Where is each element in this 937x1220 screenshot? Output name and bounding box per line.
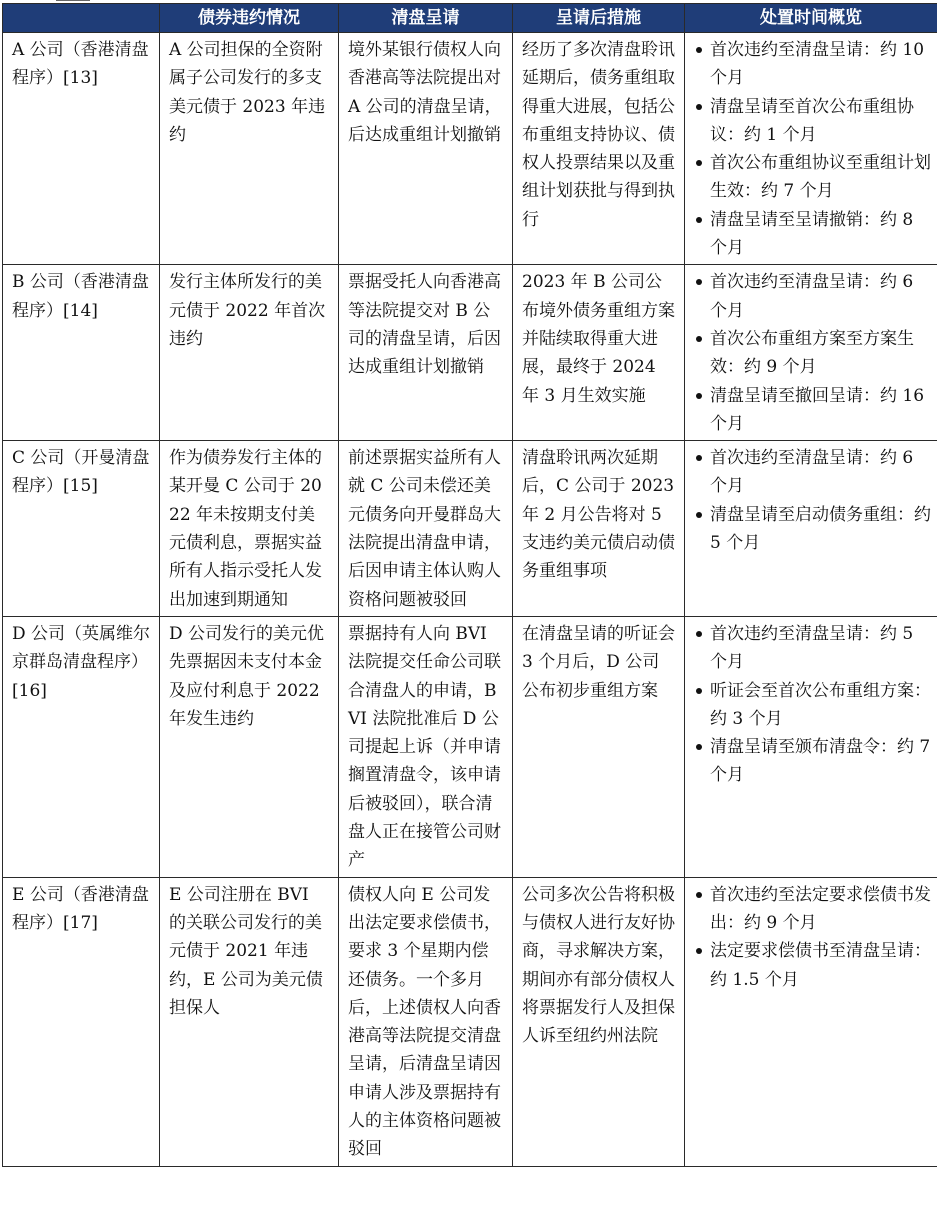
measures-cell bbox=[513, 877, 685, 1166]
company-cell bbox=[3, 265, 160, 441]
timeline-item bbox=[695, 268, 931, 325]
timeline-text: 听证会至首次公布重组方案：约 3 个月 bbox=[710, 680, 931, 729]
header-petition: 清盘呈请 bbox=[339, 4, 513, 33]
petition-cell bbox=[339, 33, 513, 265]
timeline-item bbox=[695, 444, 931, 501]
default-cell bbox=[160, 265, 339, 441]
header-default: 债券违约情况 bbox=[160, 4, 339, 33]
timeline-cell bbox=[685, 33, 937, 265]
timeline-text: 清盘呈请至呈请撤销：约 8 个月 bbox=[710, 209, 914, 259]
bullet-icon bbox=[696, 336, 702, 342]
company-cell bbox=[3, 33, 160, 265]
company-cell bbox=[3, 616, 160, 877]
petition-cell bbox=[339, 877, 513, 1166]
default-text: 发行主体所发行的美元债于 2022 年首次违约 bbox=[169, 272, 326, 349]
timeline-item bbox=[695, 677, 931, 734]
bullet-icon bbox=[696, 217, 702, 223]
table-row bbox=[3, 616, 937, 877]
timeline-text: 首次违约至清盘呈请：约 6 个月 bbox=[710, 448, 914, 497]
timeline-item bbox=[695, 881, 931, 938]
timeline-item bbox=[695, 149, 931, 206]
company-cell bbox=[3, 441, 160, 617]
measures-text: 在清盘呈请的听证会 3 个月后，D 公司公布初步重组方案 bbox=[522, 623, 675, 701]
timeline-item bbox=[695, 382, 931, 439]
table-row bbox=[3, 265, 937, 441]
bullet-icon bbox=[696, 631, 702, 637]
timeline-text: 清盘呈请至启动债务重组：约 5 个月 bbox=[710, 504, 931, 554]
bullet-icon bbox=[696, 393, 702, 399]
header-timeline: 处置时间概览 bbox=[685, 4, 937, 33]
bullet-icon bbox=[696, 160, 702, 166]
timeline-cell bbox=[685, 441, 937, 617]
timeline-list bbox=[685, 265, 937, 440]
timeline-text: 首次违约至清盘呈请：约 10 个月 bbox=[710, 40, 925, 89]
petition-text: 债权人向 E 公司发出法定要求偿债书，要求 3 个星期内偿还债务。一个多月后，上述债权人向香港高等法院提交清盘呈请，后清盘呈请因申请人涉及票据持有人的主体资格问题被驳回 bbox=[348, 884, 501, 1160]
corner-rule bbox=[56, 0, 90, 1]
header-measures: 呈请后措施 bbox=[513, 4, 685, 33]
bullet-icon bbox=[696, 892, 702, 898]
measures-text: 清盘聆讯两次延期后，C 公司于 2023 年 2 月公告将对 5 支违约美元债启动债务重组事项 bbox=[522, 448, 675, 582]
header-company bbox=[3, 4, 160, 33]
measures-text: 2023 年 B 公司公布境外债务重组方案并陆续取得重大进展，最终于 2024 年 3 月生效实施 bbox=[522, 272, 675, 406]
bullet-icon bbox=[696, 512, 702, 518]
measures-cell bbox=[513, 33, 685, 265]
timeline-text: 清盘呈请至撤回呈请：约 16 个月 bbox=[710, 385, 925, 434]
petition-text: 票据受托人向香港高等法院提交对 B 公司的清盘呈请，后因达成重组计划撤销 bbox=[348, 272, 501, 378]
timeline-list bbox=[685, 441, 937, 559]
company-name: A 公司（香港清盘程序）[13] bbox=[12, 40, 149, 89]
timeline-item bbox=[695, 36, 931, 93]
timeline-item bbox=[695, 501, 931, 558]
table-row bbox=[3, 877, 937, 1166]
petition-cell bbox=[339, 616, 513, 877]
header-row bbox=[3, 4, 937, 33]
bullet-icon bbox=[696, 104, 702, 110]
timeline-item bbox=[695, 206, 931, 263]
timeline-item bbox=[695, 937, 931, 994]
case-table bbox=[2, 3, 937, 1167]
timeline-text: 首次违约至清盘呈请：约 5 个月 bbox=[710, 623, 914, 673]
timeline-text: 首次公布重组协议至重组计划生效：约 7 个月 bbox=[710, 153, 931, 202]
petition-cell bbox=[339, 265, 513, 441]
bullet-icon bbox=[696, 948, 702, 954]
timeline-list bbox=[685, 33, 937, 264]
timeline-cell bbox=[685, 616, 937, 877]
company-name: D 公司（英属维尔京群岛清盘程序）[16] bbox=[12, 623, 151, 701]
measures-cell bbox=[513, 441, 685, 617]
table-row bbox=[3, 441, 937, 617]
timeline-cell bbox=[685, 877, 937, 1166]
bullet-icon bbox=[696, 688, 702, 694]
timeline-text: 首次违约至清盘呈请：约 6 个月 bbox=[710, 272, 914, 321]
measures-cell bbox=[513, 265, 685, 441]
default-text: A 公司担保的全资附属子公司发行的多支美元债于 2023 年违约 bbox=[169, 40, 326, 145]
timeline-item bbox=[695, 733, 931, 790]
table-row bbox=[3, 33, 937, 265]
bullet-icon bbox=[696, 47, 702, 53]
timeline-list bbox=[685, 617, 937, 792]
timeline-text: 首次公布重组方案至方案生效：约 9 个月 bbox=[710, 328, 914, 378]
petition-text: 票据持有人向 BVI 法院提交任命公司联合清盘人的申请，BVI 法院批准后 D 公司提起上诉（并申请搁置清盘令，该申请后被驳回），联合清盘人正在接管公司财产 bbox=[348, 623, 501, 871]
default-text: D 公司发行的美元优先票据因未支付本金及应付利息于 2022 年发生违约 bbox=[169, 623, 325, 729]
default-text: E 公司注册在 BVI 的关联公司发行的美元债于 2021 年违约，E 公司为美元债担保人 bbox=[169, 884, 323, 1018]
petition-cell bbox=[339, 441, 513, 617]
company-name: E 公司（香港清盘程序）[17] bbox=[12, 884, 149, 933]
default-cell bbox=[160, 616, 339, 877]
default-text: 作为债券发行主体的某开曼 C 公司于 2022 年未按期支付美元债利息，票据实益所有人指示受托人发出加速到期通知 bbox=[169, 448, 322, 610]
timeline-text: 清盘呈请至首次公布重组协议：约 1 个月 bbox=[710, 96, 914, 145]
company-name: B 公司（香港清盘程序）[14] bbox=[12, 272, 149, 321]
timeline-list bbox=[685, 878, 937, 996]
timeline-cell bbox=[685, 265, 937, 441]
bullet-icon bbox=[696, 455, 702, 461]
measures-text: 公司多次公告将积极与债权人进行友好协商，寻求解决方案，期间亦有部分债权人将票据发行人及担保人诉至纽约州法院 bbox=[522, 884, 675, 1047]
default-cell bbox=[160, 33, 339, 265]
bullet-icon bbox=[696, 279, 702, 285]
timeline-item bbox=[695, 325, 931, 382]
measures-cell bbox=[513, 616, 685, 877]
timeline-text: 法定要求偿债书至清盘呈请：约 1.5 个月 bbox=[710, 941, 931, 990]
timeline-item bbox=[695, 93, 931, 150]
petition-text: 境外某银行债权人向香港高等法院提出对 A 公司的清盘呈请，后达成重组计划撤销 bbox=[348, 40, 502, 145]
default-cell bbox=[160, 441, 339, 617]
measures-text: 经历了多次清盘聆讯延期后，债务重组取得重大进展，包括公布重组支持协议、债权人投票结果以及重组计划获批与得到执行 bbox=[522, 40, 675, 230]
bullet-icon bbox=[696, 744, 702, 750]
timeline-text: 清盘呈请至颁布清盘令：约 7 个月 bbox=[710, 737, 931, 786]
company-cell bbox=[3, 877, 160, 1166]
timeline-item bbox=[695, 620, 931, 677]
timeline-text: 首次违约至法定要求偿债书发出：约 9 个月 bbox=[710, 884, 931, 933]
default-cell bbox=[160, 877, 339, 1166]
petition-text: 前述票据实益所有人就 C 公司未偿还美元债务向开曼群岛大法院提出清盘申请，后因申请主体认购人资格问题被驳回 bbox=[348, 448, 501, 610]
company-name: C 公司（开曼清盘程序）[15] bbox=[12, 448, 150, 497]
